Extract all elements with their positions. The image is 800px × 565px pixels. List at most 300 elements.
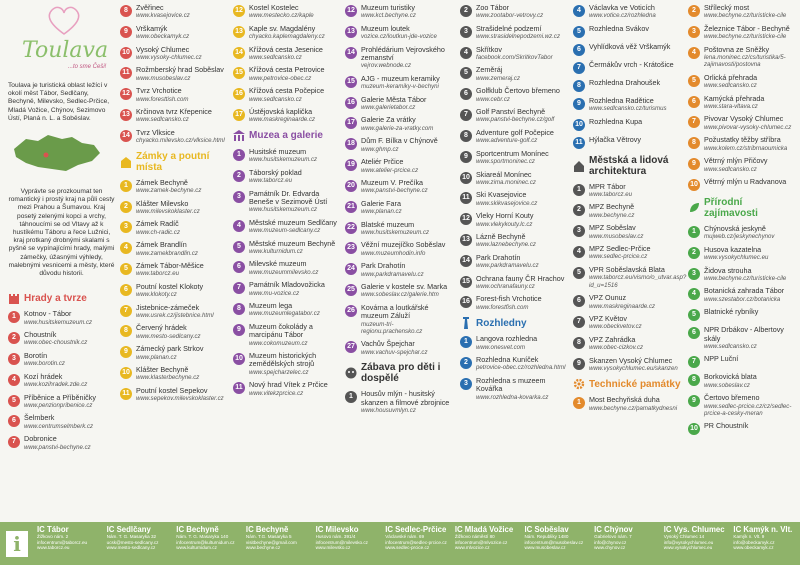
item-title: Dům F. Bílka v Chýnově xyxy=(361,136,438,146)
item-url-link[interactable]: www.vitekzprcice.cz xyxy=(249,389,304,397)
item-url-link[interactable]: www.bechyne.cz/turisticke-cile xyxy=(704,274,787,282)
item-url-link[interactable]: muzeum-tri-regionu.prachensko.cz xyxy=(361,320,423,335)
info-center xyxy=(382,522,452,565)
item-title: Rožmberský hrad Soběslav xyxy=(136,65,224,75)
item-url-link[interactable]: www.pivovar-vysoky-chlumec.cz xyxy=(704,123,792,131)
info-center-email[interactable]: info@chynov.cz xyxy=(594,539,627,545)
item-url-link[interactable]: www.obeckvetov.cz xyxy=(589,323,642,331)
item-title: Lázně Bechyně xyxy=(476,231,526,241)
section-mestska-list xyxy=(573,181,687,373)
item-number-badge: 14 xyxy=(233,47,245,59)
info-center-web[interactable]: www.mesto-sedlcany.cz xyxy=(106,545,156,551)
list-item xyxy=(345,75,453,91)
item-url-link[interactable]: www.taborcz.eu xyxy=(589,191,633,199)
item-number-badge: 6 xyxy=(233,261,245,273)
item-url-link[interactable]: www.sedlcansko.cz xyxy=(704,82,757,90)
item-url-link[interactable]: www.panstvi-bechyne.cz xyxy=(361,187,428,195)
item-url-link[interactable]: www.husitskemuzeum.cz xyxy=(24,318,93,326)
item-title: Botanická zahrada Tábor xyxy=(704,286,785,296)
list-item xyxy=(573,357,681,373)
item-number-badge: 3 xyxy=(688,26,700,38)
item-url-link[interactable]: www.musobeslav.cz xyxy=(136,74,191,82)
item-url-link[interactable]: www.musobeslav.cz xyxy=(589,232,644,240)
item-url-link[interactable]: www.kct.bechyne.cz xyxy=(361,12,416,20)
list-item xyxy=(460,254,568,270)
item-url-link[interactable]: www.petrovice-obec.cz xyxy=(249,74,312,82)
item-url-link[interactable]: lena.moninec.cz/cs/turistika/5-zajimavosti/postovna xyxy=(704,54,786,69)
item-url-link[interactable]: www.sedlec-prcice.cz/cz/sedlec-prcice-a-cesky-meran xyxy=(704,402,792,417)
item-url-link[interactable]: www.planan.cz xyxy=(136,353,177,361)
item-title: Památník Dr. Edvarda Beneše v Sezimově Ústí xyxy=(249,188,328,206)
item-url-link[interactable]: www.klokoty.cz xyxy=(136,291,177,299)
item-number-badge: 6 xyxy=(573,295,585,307)
info-center-web[interactable]: www.chynov.cz xyxy=(594,545,626,551)
item-number-badge: 1 xyxy=(460,336,472,348)
info-center-web[interactable]: www.kulturnidum.cz xyxy=(176,545,217,551)
list-item xyxy=(460,46,568,62)
item-url-link[interactable]: www.cebr.cz xyxy=(476,95,510,103)
item-url-link[interactable]: www.husitskemuzeum.cz xyxy=(249,206,318,214)
info-center-email[interactable]: infocentrum@kulturnidum.cz xyxy=(176,539,235,545)
list-item xyxy=(573,245,681,261)
item-url-link[interactable]: mujweb.cz/jeskynechynov xyxy=(704,233,775,241)
item-url-link[interactable]: www.taborcz.eu/vismo/o_utvar.asp?id_u=1516 xyxy=(589,274,687,289)
list-item xyxy=(345,200,453,216)
item-url-link[interactable]: www.muzeum-sedlcany.cz xyxy=(249,227,321,235)
item-number-badge: 6 xyxy=(460,88,472,100)
item-url-link[interactable]: www.parkdramavelu.cz xyxy=(361,270,424,278)
info-center-email[interactable]: info@vysokychlumec.eu xyxy=(663,539,714,545)
item-url-link[interactable]: www.sedlec-prcice.cz xyxy=(589,253,648,261)
item-number-badge: 4 xyxy=(8,374,20,386)
item-title: Rozhledna Kuníček xyxy=(476,355,539,364)
item-url-link[interactable]: www.ochranafauny.cz xyxy=(476,282,535,290)
info-center xyxy=(730,522,800,565)
item-url-link[interactable]: www.strasidelnepodzemi.wz.cz xyxy=(476,33,560,41)
item-url-link[interactable]: www.vysokychlumec.eu xyxy=(704,254,769,262)
item-url-link[interactable]: www.szestabor.cz/botanicka xyxy=(704,295,781,303)
item-url-link[interactable]: www.panstvi-bechyne.cz xyxy=(24,443,91,451)
list-item xyxy=(460,4,568,20)
item-number-badge: 2 xyxy=(460,357,472,369)
item-url-link[interactable]: www.sedlcansko.cz xyxy=(704,342,757,350)
item-number-badge: 18 xyxy=(345,138,357,150)
item-title: Galerie Za vrátky xyxy=(361,115,416,125)
item-number-badge: 7 xyxy=(460,109,472,121)
item-title: Prohlédárium Vejrovského zemanství xyxy=(361,44,445,63)
item-url-link[interactable]: www.atelier-prcice.cz xyxy=(361,166,419,174)
item-url-link[interactable]: www.parkdramavelu.cz xyxy=(476,262,539,270)
item-title: Zámek Brandlín xyxy=(136,240,187,250)
item-url-link[interactable]: www.vysoky-chlumec.cz xyxy=(136,54,202,62)
item-url-link[interactable]: www.ghmp.cz xyxy=(361,145,399,153)
item-title: Zámecký park Strkov xyxy=(136,344,204,354)
item-title: Galerie v kostele sv. Marka xyxy=(361,281,448,291)
item-number-badge: 11 xyxy=(120,388,132,400)
list-item xyxy=(120,241,228,257)
info-center-name: IC Sedlčany xyxy=(106,525,151,534)
list-item xyxy=(460,108,568,124)
section-rozhledny-list xyxy=(460,335,568,401)
item-url-link[interactable]: www.vlekykouty.lc.cz xyxy=(476,220,533,228)
section-zamky-list-2 xyxy=(233,4,341,124)
list-item xyxy=(573,97,681,113)
info-center-web[interactable]: www.bechyne.cz xyxy=(245,545,281,551)
item-title: Golf Panství Bechyně xyxy=(476,107,546,117)
item-title: Křížová cesta Jesenice xyxy=(249,44,323,54)
section-rozhledny-list-2 xyxy=(573,4,681,149)
item-url-link[interactable]: www.sedlcansko.cz xyxy=(249,95,302,103)
list-item xyxy=(120,220,228,236)
list-item xyxy=(460,129,568,145)
item-url-link[interactable]: www.mesto-sedlcany.cz xyxy=(136,332,201,340)
item-number-badge: 8 xyxy=(573,337,585,349)
list-item xyxy=(233,281,341,297)
item-title: Hýlačka Větrovy xyxy=(589,134,641,144)
list-item xyxy=(233,148,341,164)
item-title: Husitské muzeum xyxy=(249,146,307,156)
info-center-email[interactable]: info@obeckamyk.cz xyxy=(733,539,775,545)
item-title: Jistebnice-zámeček xyxy=(136,302,200,312)
item-number-badge: 10 xyxy=(120,367,132,379)
info-center-address: Nám. Republiky 1480 xyxy=(524,534,569,539)
item-url-link[interactable]: www.obec-choustnik.cz xyxy=(24,339,88,347)
list-item xyxy=(688,355,798,368)
item-title: Sportcentrum Monínec xyxy=(476,148,549,158)
section-hrady-list xyxy=(8,310,115,451)
item-number-badge: 23 xyxy=(345,242,357,254)
item-title: Věžní muzejíčko Soběslav xyxy=(361,240,446,250)
list-item xyxy=(345,262,453,278)
list-item xyxy=(573,25,681,38)
item-url-link[interactable]: www.forestfish.com xyxy=(476,303,529,311)
gear-icon xyxy=(573,378,585,390)
item-number-badge: 11 xyxy=(233,382,245,394)
item-url-link[interactable]: www.zima.moninec.cz xyxy=(476,178,536,186)
list-item xyxy=(8,352,115,368)
item-url-link[interactable]: www.vachuv-spejchar.cz xyxy=(361,348,428,356)
item-url-link[interactable]: www.rozhledna-kovarka.cz xyxy=(476,393,549,401)
item-number-badge: 11 xyxy=(460,192,472,204)
list-item xyxy=(460,335,568,351)
region-map-icon xyxy=(8,129,104,177)
list-item xyxy=(688,267,798,283)
item-url-link[interactable]: www.muzeumlegatabor.cz xyxy=(249,310,320,318)
item-title: Tvrz Vrchotice xyxy=(136,86,182,96)
section-hrady-list-2 xyxy=(120,4,228,145)
item-url-link[interactable]: www.laznebechyne.cz xyxy=(476,241,536,249)
list-item xyxy=(688,308,798,321)
item-url-link[interactable]: www.adventure-golf.cz xyxy=(476,137,538,145)
item-number-badge: 9 xyxy=(233,324,245,336)
item-number-badge: 27 xyxy=(345,341,357,353)
item-number-badge: 8 xyxy=(688,374,700,386)
item-url-link[interactable]: www.husitskemuzeum.cz xyxy=(249,156,318,164)
item-url-link[interactable]: www.usrek.cz/jistebnice.html xyxy=(136,311,214,319)
item-number-badge: 6 xyxy=(573,44,585,56)
item-number-badge: 2 xyxy=(120,201,132,213)
list-item xyxy=(345,4,453,20)
item-title: Langova rozhledna xyxy=(476,334,538,344)
item-url-link[interactable]: www.panstvi-bechyne.cz/golf xyxy=(476,116,555,124)
list-item xyxy=(233,169,341,185)
list-item xyxy=(460,356,568,372)
item-title: MPZ Bechyně xyxy=(589,202,635,212)
item-url-link[interactable]: www.sobeslav.cz xyxy=(704,381,750,389)
item-title: Forest-fish Vrchotice xyxy=(476,294,542,304)
item-title: MPZ Soběslav xyxy=(589,223,636,233)
item-title: Městské muzeum Sedlčany xyxy=(249,217,337,227)
item-title: Zoo Tábor xyxy=(476,3,510,12)
info-center-email[interactable]: infocentrum@milevsko.cz xyxy=(315,539,368,545)
item-title: Poštovna ze Sněžky xyxy=(704,44,770,54)
item-url-link[interactable]: www.husitskemuzeum.cz xyxy=(361,228,430,236)
info-center-address: Nám. T. G. Masaryka 140 xyxy=(176,534,229,539)
leaf-icon xyxy=(688,202,700,214)
item-url-link[interactable]: www.sedlcansko.cz xyxy=(136,116,189,124)
item-title: Střílecký most xyxy=(704,3,750,12)
item-title: VPZ Květov xyxy=(589,313,627,323)
item-url-link[interactable]: www.borotin.cz xyxy=(24,360,65,368)
info-center-web[interactable]: www.obeckamyk.cz xyxy=(733,545,774,551)
info-center-web[interactable]: www.musobeslav.cz xyxy=(524,545,566,551)
item-url-link[interactable]: petrovice-obec.cz/rozhledna.html xyxy=(476,364,566,372)
item-url-link[interactable]: www.obec-cizkov.cz xyxy=(589,344,644,352)
item-url-link[interactable]: www.kulturnidum.cz xyxy=(249,247,303,255)
item-url-link[interactable]: www.maskreginaarde.cz xyxy=(589,302,656,310)
list-item xyxy=(120,4,228,20)
list-item xyxy=(233,46,341,62)
item-url-link[interactable]: vozice.cz/loutkun-jde-vozice xyxy=(361,33,437,41)
item-title: Kamýcká přehrada xyxy=(704,93,765,103)
item-title: Příběnice a Příběničky xyxy=(24,392,96,402)
item-number-badge: 9 xyxy=(688,158,700,170)
item-url-link[interactable]: vejrov.webnode.cz xyxy=(361,62,412,70)
list-item xyxy=(573,136,681,149)
info-center-web[interactable]: www.vysokychlumec.eu xyxy=(663,545,713,551)
item-url-link[interactable]: www.galerie-za-vratky.com xyxy=(361,124,434,132)
info-centers-list xyxy=(34,522,800,565)
list-item xyxy=(688,95,798,111)
item-url-link[interactable]: www.housuvmlyn.cz xyxy=(361,407,416,415)
list-item xyxy=(688,25,798,41)
item-url-link[interactable]: www.sedlcansko.cz/turismus xyxy=(589,105,667,113)
item-number-badge: 26 xyxy=(345,305,357,317)
list-item xyxy=(460,171,568,187)
info-center-email[interactable]: infocentrum@musobeslav.cz xyxy=(524,539,584,545)
item-url-link[interactable]: www.zamekbrandlin.cz xyxy=(136,249,198,257)
item-url-link[interactable]: www.sedlcansko.cz xyxy=(704,165,757,173)
info-center-address: Žižkovo náměstí 80 xyxy=(454,534,495,539)
item-url-link[interactable]: www.zootabor-vetrovy.cz xyxy=(476,12,544,20)
info-center-address: Václavské nám. 69 xyxy=(385,534,425,539)
item-url-link[interactable]: www.bechyne.cz xyxy=(589,211,635,219)
item-title: Klášter Milevsko xyxy=(136,198,189,208)
item-url-link[interactable]: www.sedlcansko.cz xyxy=(249,54,302,62)
item-url-link[interactable]: www.penzionpribenice.cz xyxy=(24,401,93,409)
item-number-badge: 12 xyxy=(460,213,472,225)
list-item xyxy=(573,396,681,412)
list-item xyxy=(688,4,798,20)
info-center-address: Nám. T. G. Masaryka 32 xyxy=(106,534,157,539)
item-number-badge: 14 xyxy=(120,130,132,142)
item-number-badge: 16 xyxy=(460,296,472,308)
info-center-web[interactable]: www.milevsko.cz xyxy=(315,545,351,551)
info-center-web[interactable]: www.taborcz.eu xyxy=(37,545,70,551)
item-url-link[interactable]: www.skikvasejovice.cz xyxy=(476,199,538,207)
item-url-link[interactable]: www.muzeumhodin.info xyxy=(361,249,426,257)
item-url-link[interactable]: www.galerietabor.cz xyxy=(361,104,416,112)
castle-icon xyxy=(8,292,20,304)
list-item xyxy=(573,4,681,20)
item-url-link[interactable]: www.zamek-bechyne.cz xyxy=(136,187,202,195)
item-url-link[interactable]: www.kolem.cz/stribrnaoumicka xyxy=(704,144,788,152)
item-number-badge: 2 xyxy=(573,204,585,216)
item-url-link[interactable]: www.obeckamyk.cz xyxy=(136,33,190,41)
item-title: Křížová cesta Petrovice xyxy=(249,65,325,75)
item-title: Housův mlýn - husitský skanzen a filmové zbrojnice xyxy=(361,389,450,407)
item-url-link[interactable]: www.sportmoninec.cz xyxy=(476,158,535,166)
item-number-badge: 7 xyxy=(688,356,700,368)
list-item xyxy=(573,336,681,352)
item-url-link[interactable]: www.spejcharzelec.cz xyxy=(249,368,309,376)
item-url-link[interactable]: www.sepekov.milevskoklaster.cz xyxy=(136,395,224,403)
item-number-badge: 10 xyxy=(688,423,700,435)
item-title: VPZ Ounuz xyxy=(589,293,627,303)
list-item xyxy=(120,46,228,62)
item-title: Muzeum turistiky xyxy=(361,3,415,12)
item-url-link[interactable]: chyacko.milevsko.cz/vlksice.html xyxy=(136,137,225,145)
item-number-badge: 6 xyxy=(8,415,20,427)
section-muzea-list-2 xyxy=(345,4,453,356)
item-url-link[interactable]: www.votice.cz/rozhledna xyxy=(589,12,656,20)
item-number-badge: 17 xyxy=(233,109,245,121)
info-centers-footer xyxy=(0,522,800,565)
item-url-link[interactable]: www.bechyne.cz/turisticke-cile xyxy=(704,12,787,20)
section-technicke-list xyxy=(573,396,681,412)
item-number-badge: 1 xyxy=(233,149,245,161)
item-title: Park Drahotín xyxy=(361,261,406,271)
item-url-link[interactable]: www.muzeummilevsko.cz xyxy=(249,268,319,276)
item-title: Skřítkov xyxy=(476,44,502,54)
item-title: Václavka ve Voticích xyxy=(589,3,655,12)
item-url-link[interactable]: chyacko.kaplemagdaleny.cz xyxy=(249,33,325,41)
item-title: Vachův Špejchar xyxy=(361,339,415,349)
list-item xyxy=(233,302,341,318)
item-number-badge: 2 xyxy=(688,247,700,259)
item-url-link[interactable]: www.planan.cz xyxy=(361,208,402,216)
item-title: VPR Soběslavská Blata xyxy=(589,264,665,274)
item-title: Most Bechyňská duha xyxy=(589,395,660,405)
item-number-badge: 15 xyxy=(233,67,245,79)
item-url-link[interactable]: www.maskreginaarde.cz xyxy=(249,116,316,124)
info-center-email[interactable]: visitbechyne@gmail.com xyxy=(245,539,297,545)
heart-logo-icon xyxy=(44,2,84,38)
item-number-badge: 1 xyxy=(345,391,357,403)
info-center-email[interactable]: infocentrum@taborcz.eu xyxy=(37,539,88,545)
item-url-link[interactable]: www.cokomuzeum.cz xyxy=(249,339,308,347)
item-number-badge: 10 xyxy=(688,179,700,191)
item-title: Vrškamýk xyxy=(136,23,168,33)
item-number-badge: 3 xyxy=(120,221,132,233)
list-item xyxy=(120,366,228,382)
item-title: Památník Mladovožicka xyxy=(249,280,325,290)
item-url-link[interactable]: www.bechyne.cz/turisticke-cile xyxy=(704,33,787,41)
item-url-link[interactable]: www.stara-vltava.cz xyxy=(704,103,758,111)
item-title: Čertovo břemeno xyxy=(704,393,760,403)
item-url-link[interactable]: www.centrumselmberk.cz xyxy=(24,422,94,430)
item-url-link[interactable]: www.bechyne.cz/pamatkydnesni xyxy=(589,404,678,412)
item-url-link[interactable]: www.foresttish.com xyxy=(136,95,189,103)
item-url-link[interactable]: www.mestecko.cz/kaple xyxy=(249,12,314,20)
list-item xyxy=(8,414,115,430)
item-url-link[interactable]: www.vysokychlumec.eu/skanzen xyxy=(589,364,678,372)
item-number-badge: 5 xyxy=(8,395,20,407)
item-url-link[interactable]: www.taborcz.eu xyxy=(249,177,293,185)
list-item xyxy=(688,394,798,417)
item-url-link[interactable]: muzeum-keramiky-v-bechyni xyxy=(361,83,439,91)
info-icon: i xyxy=(0,522,34,565)
item-number-badge: 8 xyxy=(573,80,585,92)
list-item xyxy=(688,422,798,435)
item-number-badge: 1 xyxy=(688,226,700,238)
brand-logo xyxy=(8,0,115,82)
item-number-badge: 13 xyxy=(233,26,245,38)
info-center-name: IC Chýnov xyxy=(594,525,633,534)
item-url-link[interactable]: www.onesvet.com xyxy=(476,343,526,351)
item-title: Muzeum lega xyxy=(249,300,293,310)
item-url-link[interactable]: www.taborcz.eu xyxy=(136,270,180,278)
item-url-link[interactable]: www.ch-radic.cz xyxy=(136,228,181,236)
item-title: Strašidelné podzemí xyxy=(476,23,542,33)
item-title: Muzeum historických zemědělských strojů xyxy=(249,351,317,369)
info-center-email[interactable]: ucsk@mesto-sedlcany.cz xyxy=(106,539,159,545)
item-url-link[interactable]: www.klasterbechyne.cz xyxy=(136,374,200,382)
list-item xyxy=(345,96,453,112)
item-url-link[interactable]: www.milevskoklaster.cz xyxy=(136,207,200,215)
item-url-link[interactable]: www.mu-vozice.cz xyxy=(249,289,300,297)
item-number-badge: 1 xyxy=(573,397,585,409)
info-center-web[interactable]: www.sedlec-prcice.cz xyxy=(385,545,430,551)
item-url-link[interactable]: www.zemeraj.cz xyxy=(476,74,521,82)
info-center-address: Žižkovo nám. 2 xyxy=(37,534,69,539)
item-number-badge: 3 xyxy=(233,191,245,203)
info-center-name: IC Kamýk n. Vlt. xyxy=(733,525,793,534)
item-url-link[interactable]: www.kozihradek.zde.cz xyxy=(24,381,88,389)
info-center-email[interactable]: infocentrum@sedlec-prcice.cz xyxy=(385,539,447,545)
list-item xyxy=(688,225,798,241)
item-url-link[interactable]: www.kvasejovice.cz xyxy=(136,12,190,20)
info-center-email[interactable]: infocentrum@mlvozice.cz xyxy=(454,539,508,545)
list-item xyxy=(120,324,228,340)
section-zamky-title: Zámky a poutní místa xyxy=(120,151,228,173)
item-url-link[interactable]: www.sobeslav.cz/galerie.htm xyxy=(361,291,439,299)
item-url-link[interactable]: facebook.com/SkritkovTabor xyxy=(476,54,553,62)
item-title: Ochrana fauny ČR Hrachov xyxy=(476,273,565,283)
info-center-web[interactable]: www.mlvozice.cz xyxy=(454,545,490,551)
item-number-badge: 4 xyxy=(573,5,585,17)
list-item xyxy=(233,108,341,124)
item-title: Vyhlídková věž Vrškamýk xyxy=(589,41,671,51)
item-number-badge: 4 xyxy=(233,220,245,232)
list-item xyxy=(233,381,341,397)
list-item xyxy=(573,43,681,56)
section-mestska-title: Městská a lidová architektura xyxy=(573,155,681,177)
item-number-badge: 15 xyxy=(345,76,357,88)
item-title: Park Drahotín xyxy=(476,252,521,262)
item-title: Rozhledna s muzeem Kovářka xyxy=(476,375,546,394)
section-muzea-list xyxy=(233,148,341,397)
